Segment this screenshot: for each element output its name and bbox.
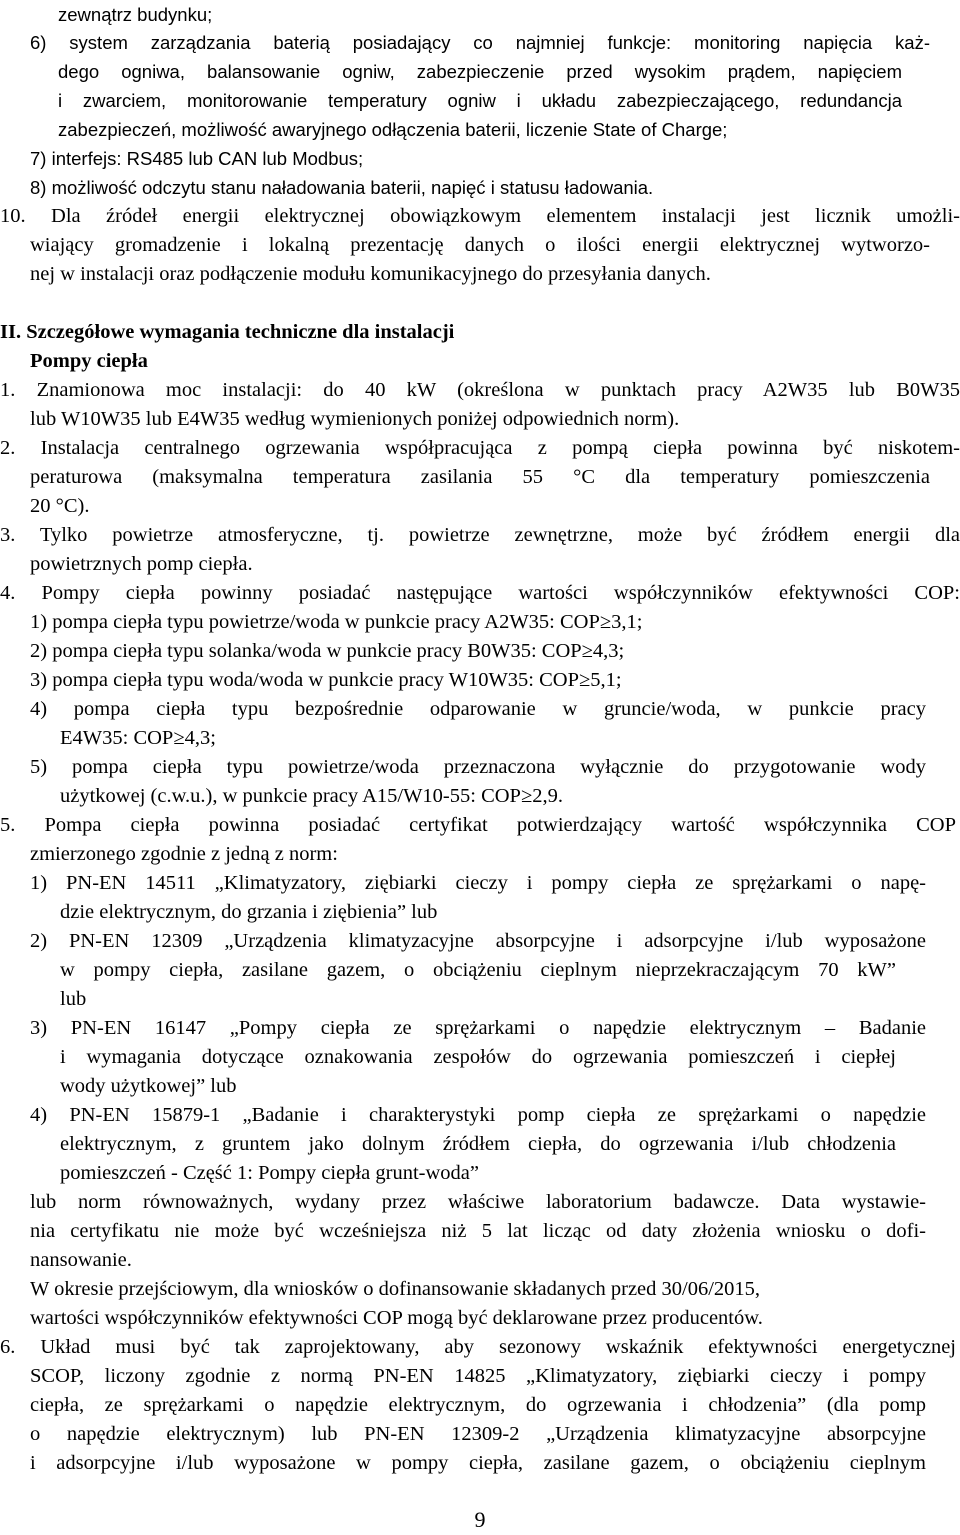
text-line: 20 °C). [30,495,90,517]
page-number: 9 [474,1507,486,1532]
text-line: elektrycznym, z gruntem jako dolnym źródłem ciepła, do ogrzewania i/lub chłodzenia [60,1133,896,1155]
text-line: lub norm równoważnych, wydany przez właściwe laboratorium badawcze. Data wystawie- [30,1191,926,1213]
text-line: nansowanie. [30,1249,132,1271]
text-line: dego ogniwa, balansowanie ogniw, zabezpieczenie przed wysokim prądem, napięciem [58,61,902,82]
text-line: 7) interfejs: RS485 lub CAN lub Modbus; [30,148,364,169]
text-line: powietrznych pomp ciepła. [30,553,253,575]
text-line: 8) możliwość odczytu stanu naładowania baterii, napięć i statusu ładowania. [30,177,654,198]
text-line: 1) PN-EN 14511 „Klimatyzatory, ziębiarki cieczy i pompy ciepła ze sprężarkami o napę- [30,872,926,894]
text-line: wody użytkowej” lub [60,1075,237,1097]
text-line: o napędzie elektrycznym) lub PN-EN 12309-2 „Urządzenia klimatyzacyjne absorpcyjne [30,1423,926,1445]
text-line: dzie elektrycznym, do grzania i ziębienia” lub [60,901,438,923]
text-line: 6. Układ musi być tak zaprojektowany, aby sezonowy wskaźnik efektywności energetycznej [0,1336,956,1358]
text-line: i wymagania dotyczące oznakowania zespołów do ogrzewania pomieszczeń i ciepłej [60,1046,896,1068]
text-line: 4) pompa ciepła typu bezpośrednie odparowanie w gruncie/woda, w punkcie pracy [30,698,926,720]
text-line: wiający gromadzenie i lokalną prezentację danych o ilości energii elektrycznej wytworzo- [30,234,930,256]
text-line: Pompy ciepła [30,350,148,372]
text-line: nej w instalacji oraz podłączenie modułu komunikacyjnego do przesyłania danych. [30,263,711,285]
text-line: użytkowej (c.w.u.), w punkcie pracy A15/W10-55: COP≥2,9. [60,785,563,807]
text-line: 1) pompa ciepła typu powietrze/woda w punkcie pracy A2W35: COP≥3,1; [30,611,643,633]
text-line: zmierzonego zgodnie z jedną z norm: [30,843,338,865]
text-line: zewnątrz budynku; [58,4,213,25]
text-line: 3) pompa ciepła typu woda/woda w punkcie pracy W10W35: COP≥5,1; [30,669,622,691]
text-line: SCOP, liczony zgodnie z normą PN-EN 14825 „Klimatyzatory, ziębiarki cieczy i pompy [30,1365,926,1387]
text-line: 1. Znamionowa moc instalacji: do 40 kW (określona w punktach pracy A2W35 lub B0W35 [0,379,960,401]
text-line: 4) PN-EN 15879-1 „Badanie i charakterystyki pomp ciepła ze sprężarkami o napędzie [30,1104,926,1126]
text-line: w pompy ciepła, zasilane gazem, o obciążeniu cieplnym nieprzekraczającym 70 kW” [60,959,896,981]
text-line: E4W35: COP≥4,3; [60,727,216,749]
text-line: 10. Dla źródeł energii elektrycznej obowiązkowym elementem instalacji jest licznik umożli- [0,205,960,227]
text-line: 6) system zarządzania baterią posiadający co najmniej funkcje: monitoring napięcia każ- [30,32,930,53]
text-line: 2. Instalacja centralnego ogrzewania współpracująca z pompą ciepła powinna być niskotem- [0,437,960,459]
text-line: lub [60,988,87,1010]
text-line: 3. Tylko powietrze atmosferyczne, tj. powietrze zewnętrzne, może być źródłem energii dla [0,524,960,546]
text-line: 3) PN-EN 16147 „Pompy ciepła ze sprężarkami o napędzie elektrycznym – Badanie [30,1017,926,1039]
text-line: wartości współczynników efektywności COP mogą być deklarowane przez producentów. [30,1307,763,1329]
text-line: lub W10W35 lub E4W35 według wymienionych poniżej odpowiednich norm). [30,408,680,430]
text-line: ciepła, ze sprężarkami o napędzie elektrycznym, do ogrzewania i chłodzenia” (dla pomp [30,1394,926,1416]
text-line: W okresie przejściowym, dla wniosków o dofinansowanie składanych przed 30/06/2015, [30,1278,761,1300]
text-line: 2) PN-EN 12309 „Urządzenia klimatyzacyjne absorpcyjne i adsorpcyjne i/lub wyposażone [30,930,926,952]
text-line: 5) pompa ciepła typu powietrze/woda przeznaczona wyłącznie do przygotowanie wody [30,756,926,778]
text-line: 5. Pompa ciepła powinna posiadać certyfikat potwierdzający wartość współczynnika COP [0,814,956,836]
text-line: 4. Pompy ciepła powinny posiadać następujące wartości współczynników efektywności COP: [0,582,960,604]
text-line: 2) pompa ciepła typu solanka/woda w punkcie pracy B0W35: COP≥4,3; [30,640,625,662]
text-line: pomieszczeń - Część 1: Pompy ciepła grunt-woda” [60,1162,479,1184]
text-line: II. Szczegółowe wymagania techniczne dla instalacji [0,321,455,343]
text-line: i adsorpcyjne i/lub wyposażone w pompy ciepła, zasilane gazem, o obciążeniu cieplnym [30,1452,926,1474]
text-line: nia certyfikatu nie może być wcześniejsza niż 5 lat licząc od daty złożenia wniosku o dofi- [30,1220,926,1242]
text-line: zabezpieczeń, możliwość awaryjnego odłączenia baterii, liczenie State of Charge; [58,119,728,140]
text-line: peraturowa (maksymalna temperatura zasilania 55 °C dla temperatury pomieszczenia [30,466,930,488]
text-line: i zwarciem, monitorowanie temperatury ogniw i układu zabezpieczającego, redundancja [58,90,902,111]
